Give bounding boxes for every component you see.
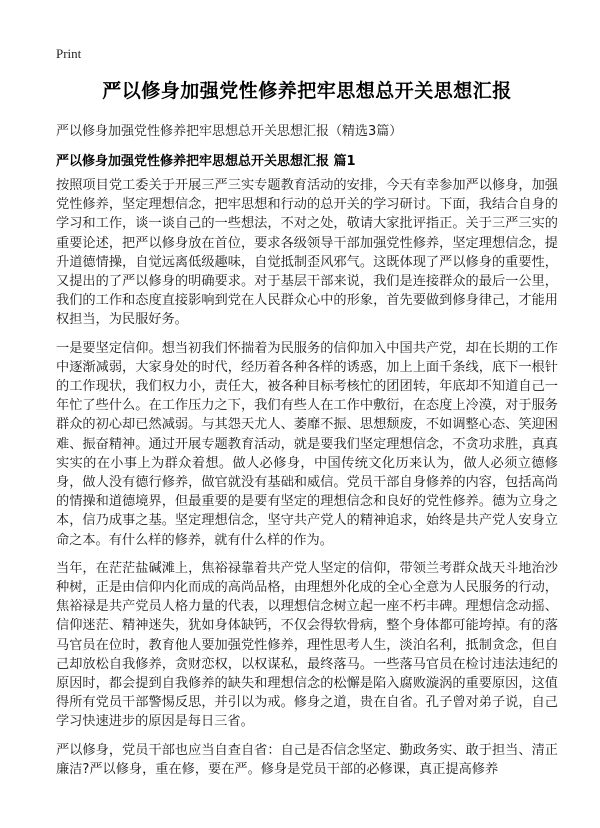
paragraph-1: 按照项目党工委关于开展三严三实专题教育活动的安排，今天有幸参加严以修身，加强党性修养，坚定理想信念，把牢思想和行动的总开关的学习研讨。下面，我结合自身的学习和工作，谈一谈自己的一些想法，不对之处，敬请大家批评指正。关于三严三实的重要论述，把严以修身放在首位，要求各级领导干部加强党性修养，坚定理想信念，提升道德情操，自觉远离低级趣味，自觉抵制歪风邪气。这既体现了严以修身的重要性，又提出的了严以修身的明确要求。对于基层干部来说，我们是连接群众的最后一公里，我们的工作和态度直接影响到党在人民群众心中的形象，首先要做到修身律己，才能用权担当，为民服好务。 — [56, 178, 558, 328]
print-link[interactable]: Print — [56, 46, 82, 61]
document-body — [56, 176, 558, 788]
paragraph-3: 当年，在茫茫盐碱滩上，焦裕禄靠着共产党人坚定的信仰，带领兰考群众战天斗地治沙种树，正是由信仰内化而成的高尚品格，由理想外化成的全心全意为人民服务的行动，焦裕禄是共产党员人格力量的代表，以理想信念树立起一座不朽丰碑。理想信念动摇、信仰迷茫、精神迷失，犹如身体缺钙，不仅会得软骨病，整个身体都可能垮掉。有的落马官员在位时，教育他人要加强党性修养，理性思考人生，淡泊名利，抵制贪念，但自己却放松自我修养，贪财恋权，以权谋私，最终落马。一些落马官员在检讨违法违纪的原因时，都会提到自我修养的缺失和理想信念的松懈是陷入腐败漩涡的重要原因，这值得所有党员干部警惕反思，并引以为戒。修身之道，贵在自省。孔子曾对弟子说，自己学习快速进步的原因是每日三省。 — [56, 560, 558, 730]
paragraph-4: 严以修身，党员干部也应当自查自省：自己是否信念坚定、勤政务实、敢于担当、清正廉洁?严以修身，重在修，要在严。修身是党员干部的必修课，真正提高修养 — [56, 742, 558, 777]
document-title: 严以修身加强党性修养把牢思想总开关思想汇报 — [102, 80, 512, 102]
section-heading: 严以修身加强党性修养把牢思想总开关思想汇报 篇1 — [56, 154, 356, 169]
document-subtitle: 严以修身加强党性修养把牢思想总开关思想汇报（精选3篇） — [56, 124, 403, 139]
paragraph-2: 一是要坚定信仰。想当初我们怀揣着为民服务的信仰加入中国共产党，却在长期的工作中逐渐减弱，大家身处的时代，经历着各种各样的诱惑，加上上面千条线，底下一根针的工作现状，我们权力小，责任大，被各种目标考核忙的团团转，年底却不知道自己一年忙了些什么。在工作压力之下，我们有些人在工作中敷衍，在态度上冷漠，对于服务群众的初心却已然减弱。与其怨天尤人、萎靡不振、思想颓废，不如调整心态、笑迎困难、振奋精神。通过开展专题教育活动，就是要我们坚定理想信念，不贪功求胜，真真实实的在小事上为群众着想。做人必修身，中国传统文化历来认为，做人必须立德修身，做人没有德行修养，做官就没有基础和威信。党员干部自身修养的内容，包括高尚的情操和道德境界，但最重要的是要有坚定的理想信念和良好的党性修养。德为立身之本，信乃成事之基。坚定理想信念，坚守共产党人的精神追求，始终是共产党人安身立命之本。有什么样的修养，就有什么样的作为。 — [56, 340, 558, 548]
